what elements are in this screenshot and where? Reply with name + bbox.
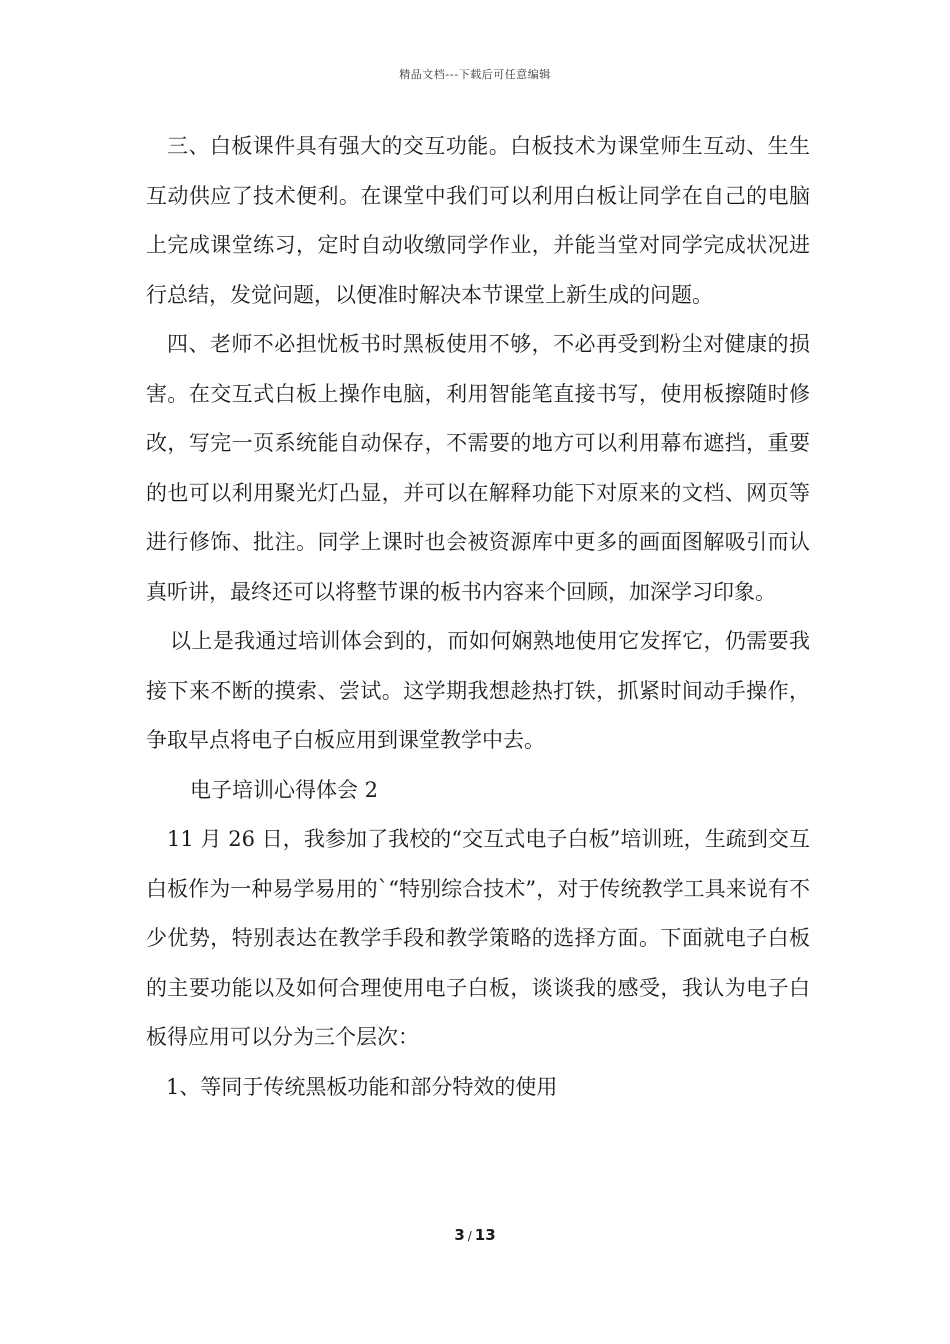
page-header: 精品文档---下载后可任意编辑	[399, 68, 551, 81]
section-title: 电子培训心得体会 2	[190, 777, 379, 802]
paragraph-three: 三、白板课件具有强大的交互功能。白板技术为课堂师生互动、生生互动供应了技术便利。在课堂中我们可以利用白板让同学在自己的电脑上完成课堂练习，定时自动收缴同学作业，并能当堂对同学完成状况进行总结，发觉问题，以便准时解决本节课堂上新生成的问题。	[146, 134, 810, 307]
document-body	[146, 122, 810, 1112]
paragraph-summary: 以上是我通过培训体会到的，而如何娴熟地使用它发挥它，仍需要我接下来不断的摸索、尝试。这学期我想趁热打铁，抓紧时间动手操作，争取早点将电子白板应用到课堂教学中去。	[146, 629, 810, 752]
total-pages: 13	[474, 1226, 496, 1244]
page-number	[0, 1226, 950, 1244]
paragraph-intro: 11 月 26 日，我参加了我校的“交互式电子白板”培训班，生疏到交互白板作为一种易学易用的`“特别综合技术”，对于传统教学工具来说有不少优势，特别表达在教学手段和教学策略的选择方面。下面就电子白板的主要功能以及如何合理使用电子白板，谈谈我的感受，我认为电子白板得应用可以分为三个层次：	[146, 827, 810, 1049]
current-page: 3	[454, 1226, 465, 1244]
paragraph-four: 四、老师不必担忧板书时黑板使用不够，不必再受到粉尘对健康的损害。在交互式白板上操作电脑，利用智能笔直接书写，使用板擦随时修改，写完一页系统能自动保存，不需要的地方可以利用幕布遮挡，重要的也可以利用聚光灯凸显，并可以在解释功能下对原来的文档、网页等进行修饰、批注。同学上课时也会被资源库中更多的画面图解吸引而认真听讲，最终还可以将整节课的板书内容来个回顾，加深学习印象。	[146, 332, 810, 604]
page-separator: /	[467, 1229, 472, 1243]
list-item-1: 1、等同于传统黑板功能和部分特效的使用	[166, 1074, 558, 1099]
